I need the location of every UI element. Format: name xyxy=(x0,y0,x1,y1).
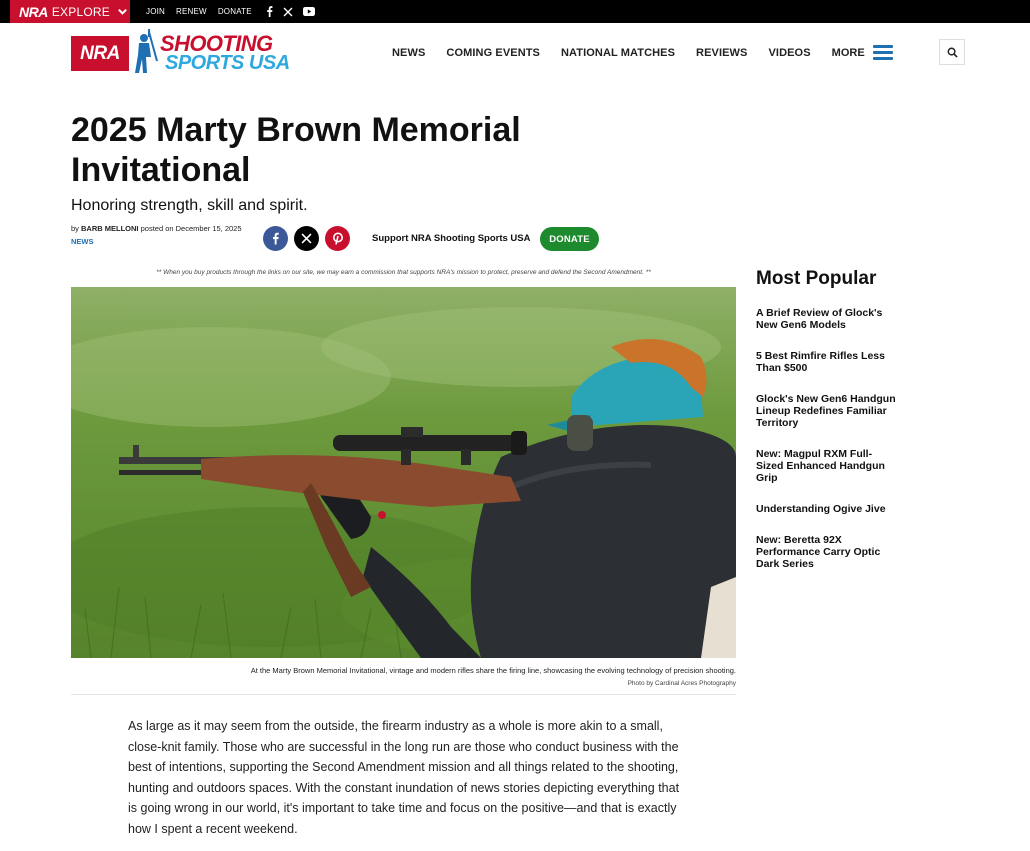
hamburger-menu-icon xyxy=(873,45,893,60)
nav-more[interactable] xyxy=(832,45,893,60)
youtube-icon[interactable] xyxy=(303,7,315,16)
most-popular-list xyxy=(756,307,896,570)
pinterest-icon xyxy=(332,232,344,245)
nra-explore-menu[interactable] xyxy=(10,0,130,23)
nra-explore-brand: NRA xyxy=(19,3,48,20)
affiliate-disclaimer: ** When you buy products through the links on our site, we may earn a commission that supports NRA's mission to protect, preserve and defend the Second Amendment. ** xyxy=(156,269,651,276)
renew-link[interactable]: RENEW xyxy=(176,7,207,16)
chevron-down-icon xyxy=(117,6,128,17)
logo-nra-box: NRA xyxy=(71,36,129,71)
logo-line-1: SHOOTING xyxy=(160,31,273,56)
facebook-icon[interactable] xyxy=(266,6,273,17)
share-pinterest-button[interactable] xyxy=(325,226,350,251)
x-icon xyxy=(301,233,312,244)
site-logo[interactable] xyxy=(71,27,299,75)
donate-link[interactable]: DONATE xyxy=(217,7,252,16)
nav-coming-events[interactable]: COMING EVENTS xyxy=(446,46,540,59)
search-icon xyxy=(947,47,958,58)
popular-item[interactable]: New: Beretta 92X Performance Carry Optic Dark Series xyxy=(756,534,881,570)
logo-line-2: SPORTS USA xyxy=(165,52,290,74)
byline xyxy=(71,224,242,233)
popular-item[interactable]: Understanding Ogive Jive xyxy=(756,503,886,515)
category-link[interactable]: NEWS xyxy=(71,237,94,246)
image-caption: At the Marty Brown Memorial Invitational, vintage and modern rifles share the firing line, showcasing the evolving technology of precision shooting. xyxy=(250,666,736,675)
top-bar xyxy=(0,0,1030,23)
article-body-paragraph: As large as it may seem from the outside, the firearm industry as a whole is more akin to a small, close-knit family. Those who are successful in the long run are those who conduct business with the best of intentions, supporting the Second Amendment mission and all things related to the shooting, hunting and outdoors spaces. With the constant inundation of news stories depicting everything that is going wrong in our world, it's important to take time and focus on the positive—and that is exactly how I spent a recent weekend. xyxy=(128,719,680,836)
author-link[interactable]: BARB MELLONI xyxy=(81,224,139,233)
x-icon[interactable] xyxy=(283,7,293,17)
join-link[interactable]: JOIN xyxy=(146,7,166,16)
article-title: 2025 Marty Brown Memorial Invitational xyxy=(71,111,521,189)
share-buttons xyxy=(263,226,350,251)
support-text: Support NRA Shooting Sports USA xyxy=(372,233,531,244)
share-x-button[interactable] xyxy=(294,226,319,251)
nav-reviews[interactable]: REVIEWS xyxy=(696,46,748,59)
posted-date: posted on December 15, 2025 xyxy=(140,224,242,233)
popular-item[interactable]: A Brief Review of Glock's New Gen6 Models xyxy=(756,307,883,331)
photo-credit: Photo by Cardinal Acres Photography xyxy=(627,680,736,687)
donate-button[interactable]: DONATE xyxy=(540,227,599,251)
article-subtitle: Honoring strength, skill and spirit. xyxy=(71,197,308,214)
share-facebook-button[interactable] xyxy=(263,226,288,251)
popular-item[interactable]: Glock's New Gen6 Handgun Lineup Redefines Familiar Territory xyxy=(756,393,896,429)
shooter-silhouette-icon xyxy=(131,27,161,75)
nav-news[interactable]: NEWS xyxy=(392,46,426,59)
most-popular-heading: Most Popular xyxy=(756,268,877,289)
prone-rifle-shooter-illustration xyxy=(71,287,736,658)
nav-national-matches[interactable]: NATIONAL MATCHES xyxy=(561,46,676,59)
popular-item[interactable]: New: Magpul RXM Full-Sized Enhanced Handgun Grip xyxy=(756,448,885,484)
top-social-links xyxy=(266,0,315,23)
top-links xyxy=(146,0,252,23)
nav-more-label: MORE xyxy=(831,46,865,59)
hero-image xyxy=(71,287,736,658)
facebook-icon xyxy=(272,232,279,245)
main-nav xyxy=(392,45,893,60)
popular-item[interactable]: 5 Best Rimfire Rifles Less Than $500 xyxy=(756,350,885,374)
search-button[interactable] xyxy=(939,39,965,65)
nav-videos[interactable]: VIDEOS xyxy=(768,46,811,59)
byline-prefix: by xyxy=(71,224,79,233)
explore-label: EXPLORE xyxy=(51,4,110,19)
caption-divider xyxy=(71,694,736,695)
